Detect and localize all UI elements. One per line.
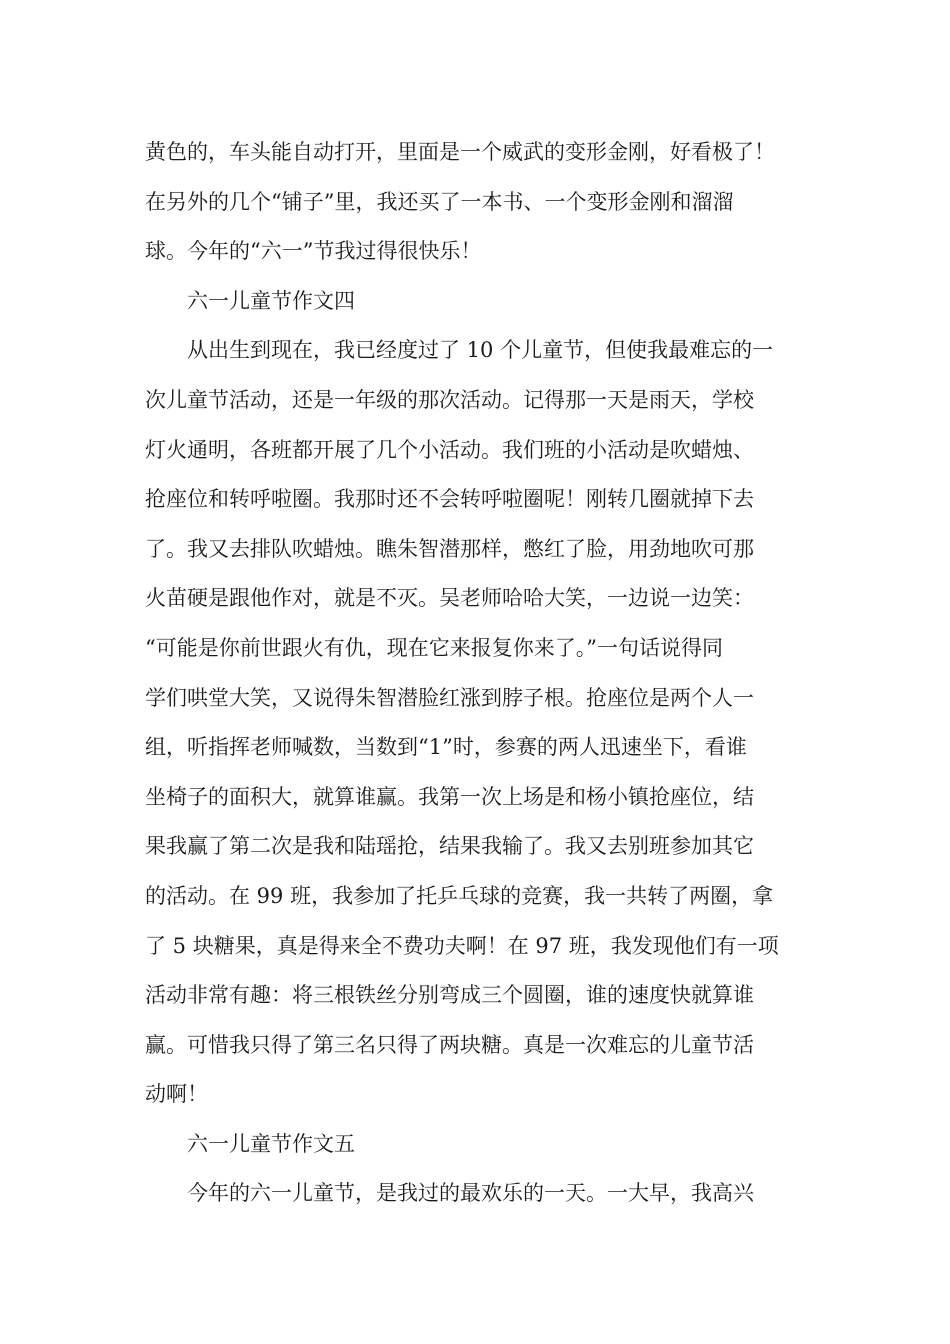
text-line: 动啊！ [145,1082,208,1107]
text-line: 六一儿童节作文四 [187,288,355,313]
text-line: 灯火通明，各班都开展了几个小活动。我们班的小活动是吹蜡烛、 [145,437,754,462]
text-line: 从出生到现在，我已经度过了 10 个儿童节，但使我最难忘的一 [187,338,774,363]
text-line: 黄色的，车头能自动打开，里面是一个威武的变形金刚，好看极了！ [145,140,775,164]
text-line: 赢。可惜我只得了第三名只得了两块糖。真是一次难忘的儿童节活 [145,1032,754,1057]
text-line: 了 5 块糖果，真是得来全不费功夫啊！在 97 班，我发现他们有一项 [145,933,779,958]
text-line: 果我赢了第二次是我和陆瑶抢，结果我输了。我又去别班参加其它 [145,834,754,859]
text-line: 了。我又去排队吹蜡烛。瞧朱智潜那样，憋红了脸，用劲地吹可那 [145,536,754,561]
text-line: 学们哄堂大笑，又说得朱智潜脸红涨到脖子根。抢座位是两个人一 [145,685,754,710]
text-line: 活动非常有趣：将三根铁丝分别弯成三个圆圈，谁的速度快就算谁 [145,983,754,1008]
text-line: 的活动。在 99 班，我参加了托乒乓球的竞赛，我一共转了两圈，拿 [145,883,774,908]
text-line: 六一儿童节作文五 [187,1131,355,1156]
text-line: 坐椅子的面积大，就算谁赢。我第一次上场是和杨小镇抢座位，结 [145,784,754,809]
text-line: 次儿童节活动，还是一年级的那次活动。记得那一天是雨天，学校 [145,387,754,412]
document-body [145,128,810,1219]
text-line: 组，听指挥老师喊数，当数到“1”时，参赛的两人迅速坐下，看谁 [145,735,747,760]
text-line: 火苗硬是跟他作对，就是不灭。吴老师哈哈大笑，一边说一边笑： [145,586,754,611]
text-line: 球。今年的“六一”节我过得很快乐！ [145,239,482,264]
text-line: 今年的六一儿童节，是我过的最欢乐的一天。一大早，我高兴 [187,1181,754,1206]
text-line: 抢座位和转呼啦圈。我那时还不会转呼啦圈呢！刚转几圈就掉下去 [145,487,754,512]
text-line: 在另外的几个“铺子”里，我还买了一本书、一个变形金刚和溜溜 [145,189,734,214]
text-line: “可能是你前世跟火有仇，现在它来报复你来了。”一句话说得同 [145,635,723,660]
